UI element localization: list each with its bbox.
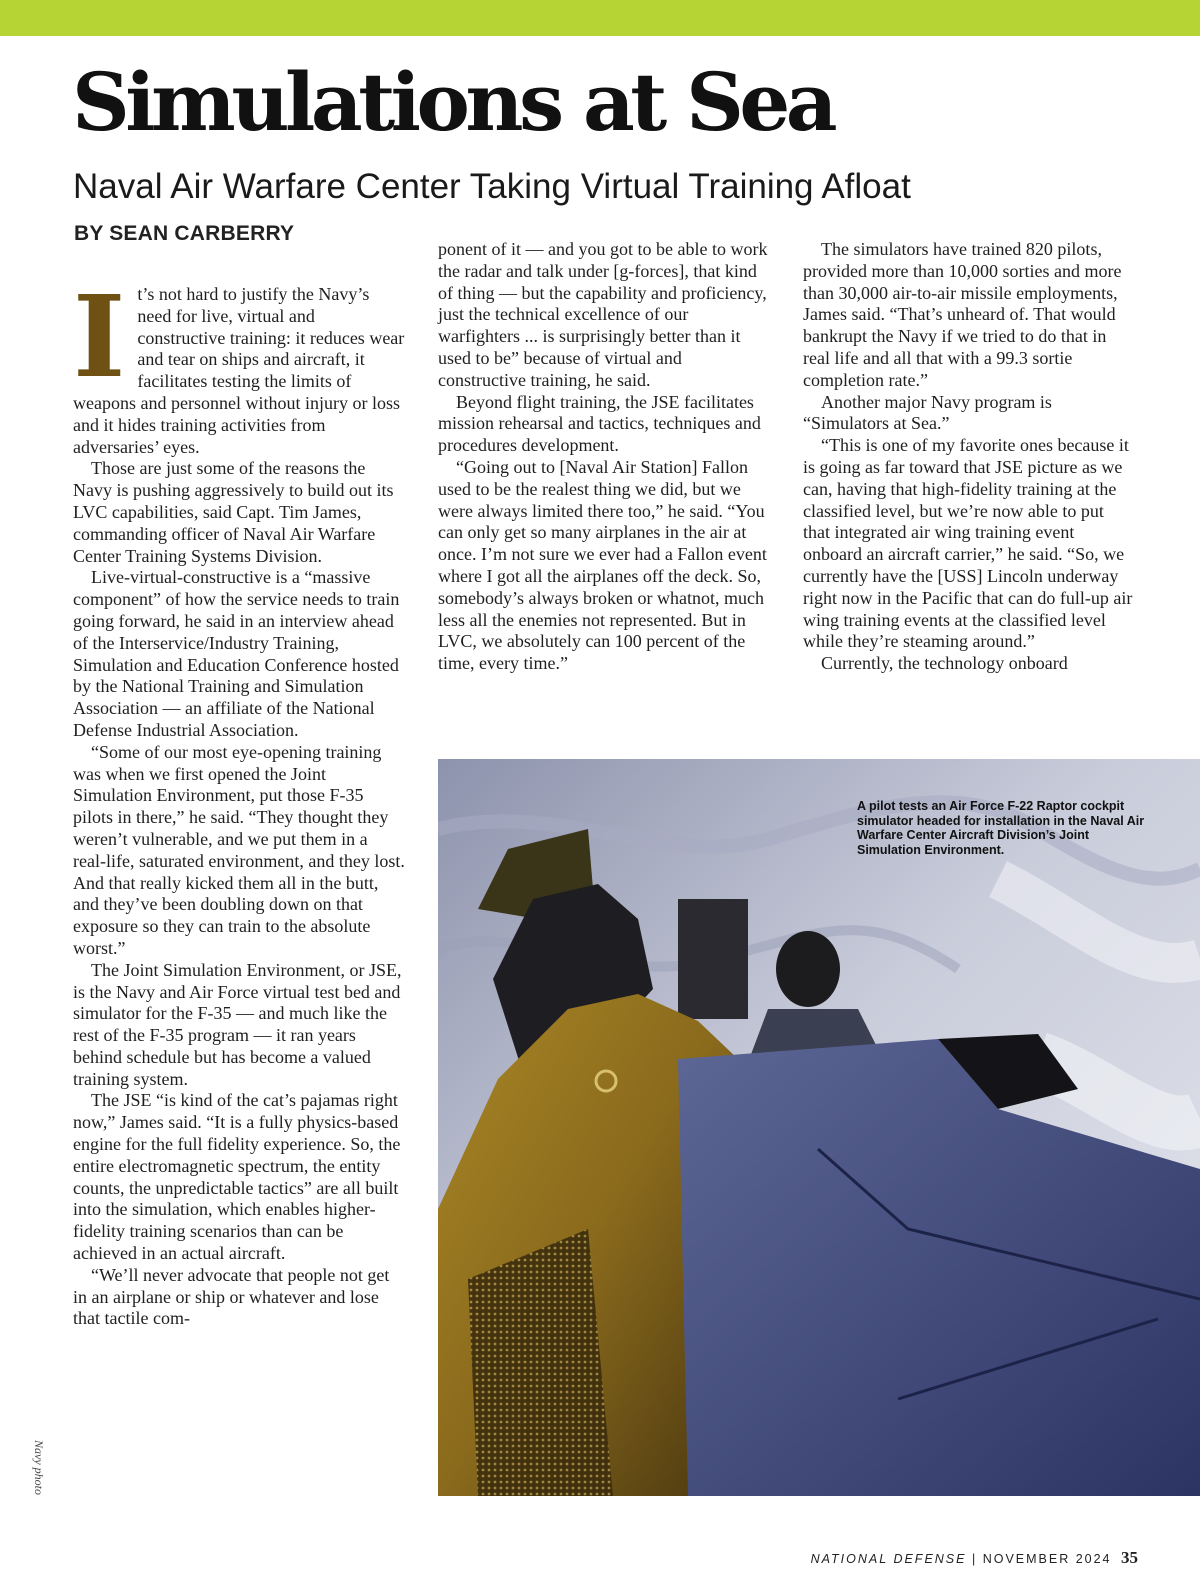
cockpit-simulator-illustration bbox=[438, 759, 1200, 1496]
body-column-2 bbox=[438, 239, 768, 675]
body-column-1 bbox=[73, 272, 405, 1330]
paragraph: Beyond flight training, the JSE facilitates mission rehearsal and tactics, techniques and procedures development. bbox=[438, 391, 761, 456]
paragraph: “Some of our most eye-opening training was when we first opened the Joint Simulation Environment, put those F-35 pilots in there,” he said. “They thought they weren’t vulnerable, and we put them in a real-life, saturated environment, and they lost. And that really kicked them all in the butt, and they’ve been doubling down on that exposure so they can train to the absolute worst.” bbox=[73, 741, 405, 958]
photo-caption: A pilot tests an Air Force F-22 Raptor cockpit simulator headed for installation in the Naval Air Warfare Center Aircraft Division’s Joint Simulation Environment. bbox=[857, 799, 1145, 857]
body-column-3 bbox=[803, 239, 1133, 675]
paragraph: “We’ll never advocate that people not get in an airplane or ship or whatever and lose that tactile com- bbox=[73, 1264, 390, 1329]
page-number: 35 bbox=[1121, 1548, 1138, 1567]
paragraph: ponent of it — and you got to be able to work the radar and talk under [g-forces], that kind of thing — but the capability and proficiency, just the technical excellence of our warfighters ... is surprisingly better than it used to be” because of virtual and constructive training, he said. bbox=[438, 239, 768, 390]
paragraph: Another major Navy program is “Simulators at Sea.” bbox=[803, 391, 1052, 434]
simulator-photo bbox=[438, 759, 1200, 1496]
paragraph: Currently, the technology onboard bbox=[821, 653, 1068, 674]
issue-date: NOVEMBER 2024 bbox=[982, 1552, 1112, 1566]
paragraph: The Joint Simulation Environment, or JSE, is the Navy and Air Force virtual test bed and simulator for the F-35 — and much like the rest of the F-35 program — it ran years behind schedule but has become a valued training system. bbox=[73, 959, 402, 1089]
publication-name: NATIONAL DEFENSE bbox=[810, 1552, 967, 1566]
top-color-band bbox=[0, 0, 1200, 36]
paragraph: “Going out to [Naval Air Station] Fallon used to be the realest thing we did, but we were always limited there too,” he said. “You can only get so many airplanes in the air at once. I’m not sure we ever had a Fallon event where I got all the airplanes off the deck. So, somebody’s always broken or whatnot, much less all the enemies not represented. But in LVC, we absolutely can 100 percent of the time, every time.” bbox=[438, 456, 767, 674]
article-headline: Simulations at Sea bbox=[72, 55, 834, 149]
paragraph-text: t’s not hard to justify the Navy’s need for live, virtual and constructive training: it reduces wear and tear on ships and aircraft, it facilitates testing the limits of weapons and personnel without injury or loss and it hides training activities from adversaries’ eyes. bbox=[73, 284, 405, 457]
paragraph: “This is one of my favorite ones because it is going as far toward that JSE picture as we can, having that high-fidelity training at the classified level, but we’re now able to put that integrated air wing training event onboard an aircraft carrier,” he said. “So, we currently have the [USS] Lincoln underway right now in the Pacific that can do full-up air wing training events at the classified level while they’re steaming around.” bbox=[803, 435, 1133, 652]
paragraph bbox=[73, 272, 405, 458]
article-byline: BY SEAN CARBERRY bbox=[74, 222, 295, 245]
paragraph: Those are just some of the reasons the Navy is pushing aggressively to build out its LVC capabilities, said Capt. Tim James, commanding officer of Naval Air Warfare Center Training Systems Division. bbox=[73, 458, 394, 566]
paragraph: Live-virtual-constructive is a “massive component” of how the service needs to train going forward, he said in an interview ahead of the Interservice/Industry Training, Simulation and Education Conference hosted by the National Training and Simulation Association — an affiliate of the National Defense Industrial Association. bbox=[73, 567, 400, 740]
article-deck: Naval Air Warfare Center Taking Virtual Training Afloat bbox=[73, 167, 911, 206]
pilot-helmet-shape bbox=[776, 931, 840, 1007]
drop-cap: I bbox=[73, 272, 126, 403]
footer-separator: | bbox=[966, 1552, 983, 1566]
page-footer bbox=[811, 1548, 1138, 1568]
paragraph: The JSE “is kind of the cat’s pajamas right now,” James said. “It is a fully physics-based engine for the full fidelity experience. So, the entire electromagnetic spectrum, the entity counts, the unpredictable tactics” are all built into the simulation, which enables higher-fidelity training scenarios than can be achieved in an actual aircraft. bbox=[73, 1090, 401, 1264]
photo-credit: Navy photo bbox=[32, 1440, 46, 1495]
paragraph: The simulators have trained 820 pilots, provided more than 10,000 sorties and more than 30,000 air-to-air missile employments, James said. “That’s unheard of. That would bankrupt the Navy if we tried to do that in real life and all that with a 99.3 sortie completion rate.” bbox=[803, 239, 1122, 390]
